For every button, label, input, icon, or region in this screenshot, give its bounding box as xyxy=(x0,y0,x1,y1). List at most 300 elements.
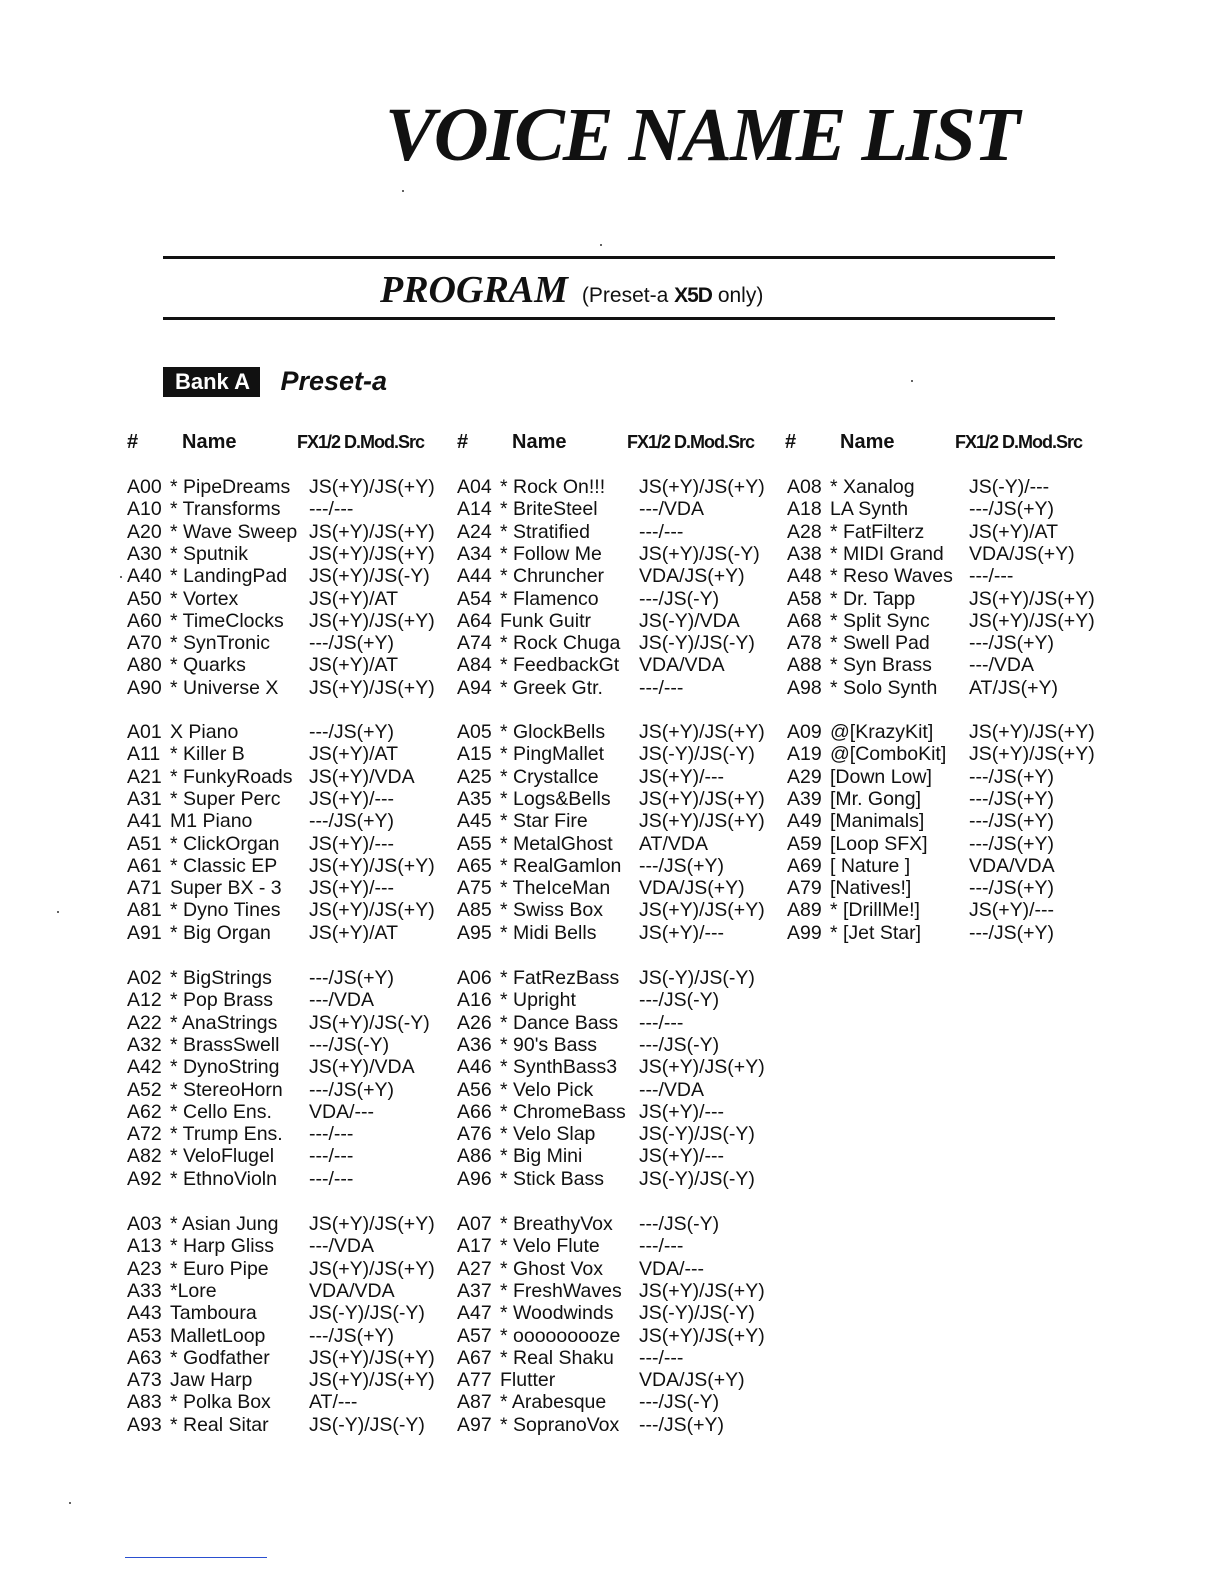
voice-number: A66 xyxy=(457,1100,492,1123)
voice-fx-modsrc: ---/JS(+Y) xyxy=(309,632,395,655)
scan-speck xyxy=(69,1502,71,1504)
voice-number: A05 xyxy=(457,721,492,743)
voice-name: M1 Piano xyxy=(170,810,253,833)
voice-number: A91 xyxy=(127,921,162,944)
voice-number: A33 xyxy=(127,1279,162,1302)
voice-fx-modsrc: ---/--- xyxy=(639,520,684,543)
voice-number: A64 xyxy=(457,609,492,632)
voice-name: [Loop SFX] xyxy=(830,832,928,855)
scan-speck xyxy=(402,190,404,192)
header-name: Name xyxy=(840,431,895,453)
voice-number: A96 xyxy=(457,1167,492,1190)
voice-fx-modsrc: JS(-Y)/JS(-Y) xyxy=(639,743,755,766)
voice-name: [Down Low] xyxy=(830,765,932,788)
voice-fx-modsrc: ---/JS(+Y) xyxy=(309,721,395,743)
voice-name: * DynoString xyxy=(170,1056,280,1079)
voice-name: * FreshWaves xyxy=(500,1279,622,1302)
voice-name: * Star Fire xyxy=(500,810,588,833)
voice-fx-modsrc: ---/--- xyxy=(639,676,684,699)
voice-number: A77 xyxy=(457,1369,492,1392)
voice-fx-modsrc: JS(+Y)/JS(+Y) xyxy=(639,899,765,922)
voice-name: * Stick Bass xyxy=(500,1167,605,1190)
voice-fx-modsrc: JS(-Y)/JS(-Y) xyxy=(639,1167,755,1190)
bank-badge: Bank A xyxy=(163,367,260,397)
voice-number: A53 xyxy=(127,1324,162,1347)
voice-fx-modsrc: JS(+Y)/AT xyxy=(309,743,399,766)
voice-name: * Midi Bells xyxy=(500,921,597,944)
voice-fx-modsrc: ---/JS(+Y) xyxy=(309,810,395,833)
voice-name: * RealGamlon xyxy=(500,854,622,877)
voice-name: * Reso Waves xyxy=(830,565,953,588)
voice-fx-modsrc: VDA/VDA xyxy=(309,1279,395,1302)
voice-number: A68 xyxy=(787,609,822,632)
voice-name: [Manimals] xyxy=(830,810,925,833)
voice-number: A81 xyxy=(127,899,162,922)
voice-name: * Greek Gtr. xyxy=(500,676,603,699)
voice-name: * Universe X xyxy=(170,676,279,699)
voice-number: A86 xyxy=(457,1145,492,1168)
voice-fx-modsrc: JS(+Y)/AT xyxy=(309,921,399,944)
voice-fx-modsrc: ---/JS(+Y) xyxy=(969,498,1055,521)
voice-name: @[KrazyKit] xyxy=(830,721,934,743)
voice-number: A94 xyxy=(457,676,492,699)
header-number: # xyxy=(457,431,469,453)
voice-number: A16 xyxy=(457,989,492,1012)
voice-fx-modsrc: ---/VDA xyxy=(309,1235,374,1258)
voice-fx-modsrc: ---/JS(+Y) xyxy=(639,1413,725,1436)
voice-number: A32 xyxy=(127,1033,162,1056)
bottom-rule xyxy=(163,317,1055,320)
top-rule xyxy=(163,256,1055,259)
voice-number: A95 xyxy=(457,921,492,944)
voice-number: A50 xyxy=(127,587,162,610)
voice-number: A30 xyxy=(127,542,162,565)
voice-fx-modsrc: JS(+Y)/JS(+Y) xyxy=(309,899,435,922)
header-number: # xyxy=(127,431,139,453)
voice-number: A13 xyxy=(127,1235,162,1258)
voice-name: * Velo Pick xyxy=(500,1078,594,1101)
voice-number: A00 xyxy=(127,476,162,498)
voice-name: Jaw Harp xyxy=(170,1369,253,1392)
voice-number: A76 xyxy=(457,1123,492,1146)
voice-fx-modsrc: JS(+Y)/JS(+Y) xyxy=(969,609,1095,632)
voice-number: A36 xyxy=(457,1033,492,1056)
voice-name: * Real Sitar xyxy=(170,1413,269,1436)
voice-fx-modsrc: JS(+Y)/JS(+Y) xyxy=(639,1056,765,1079)
voice-fx-modsrc: ---/JS(+Y) xyxy=(969,765,1055,788)
voice-number: A31 xyxy=(127,787,162,810)
voice-fx-modsrc: JS(+Y)/--- xyxy=(639,1100,725,1123)
voice-number: A82 xyxy=(127,1145,162,1168)
voice-name: * Big Organ xyxy=(170,921,271,944)
voice-name: * FatFilterz xyxy=(830,520,925,543)
voice-fx-modsrc: ---/JS(-Y) xyxy=(639,989,720,1012)
voice-number: A35 xyxy=(457,787,492,810)
scan-speck xyxy=(120,576,122,578)
voice-number: A10 xyxy=(127,498,162,521)
voice-fx-modsrc: JS(-Y)/JS(-Y) xyxy=(309,1413,425,1436)
voice-fx-modsrc: JS(+Y)/JS(-Y) xyxy=(309,1011,430,1034)
voice-fx-modsrc: VDA/JS(+Y) xyxy=(639,1369,745,1392)
voice-name: * Dance Bass xyxy=(500,1011,619,1034)
voice-number: A72 xyxy=(127,1123,162,1146)
voice-fx-modsrc: VDA/VDA xyxy=(969,854,1055,877)
voice-name: * Asian Jung xyxy=(170,1213,279,1235)
voice-name: * Super Perc xyxy=(170,787,281,810)
voice-number: A37 xyxy=(457,1279,492,1302)
voice-number: A47 xyxy=(457,1302,492,1325)
voice-name: * Wave Sweep xyxy=(170,520,298,543)
voice-fx-modsrc: JS(-Y)/JS(-Y) xyxy=(639,1123,755,1146)
voice-fx-modsrc: ---/JS(+Y) xyxy=(969,787,1055,810)
scan-speck xyxy=(57,911,59,913)
voice-number: A39 xyxy=(787,787,822,810)
voice-name: * Woodwinds xyxy=(500,1302,614,1325)
voice-name: @[ComboKit] xyxy=(830,743,947,766)
section-note-suffix: only) xyxy=(711,284,764,307)
voice-fx-modsrc: JS(+Y)/JS(+Y) xyxy=(309,1346,435,1369)
voice-name: * Rock On!!! xyxy=(500,476,606,498)
voice-name: [Mr. Gong] xyxy=(830,787,922,810)
voice-number: A63 xyxy=(127,1346,162,1369)
voice-number: A45 xyxy=(457,810,492,833)
voice-name: * Upright xyxy=(500,989,576,1012)
voice-number: A19 xyxy=(787,743,822,766)
voice-number: A18 xyxy=(787,498,822,521)
voice-name: * Velo Slap xyxy=(500,1123,596,1146)
voice-fx-modsrc: JS(-Y)/VDA xyxy=(639,609,740,632)
voice-number: A57 xyxy=(457,1324,492,1347)
voice-name: X Piano xyxy=(170,721,239,743)
voice-name: * Cello Ens. xyxy=(170,1100,272,1123)
voice-name: [ Nature ] xyxy=(830,854,911,877)
voice-number: A59 xyxy=(787,832,822,855)
voice-name: * Quarks xyxy=(170,654,246,677)
voice-name: * Arabesque xyxy=(500,1391,607,1414)
voice-fx-modsrc: ---/JS(+Y) xyxy=(969,921,1055,944)
voice-name: [Natives!] xyxy=(830,877,912,900)
voice-number: A43 xyxy=(127,1302,162,1325)
voice-name: * Crystallce xyxy=(500,765,599,788)
voice-name: * Solo Synth xyxy=(830,676,938,699)
voice-name: * StereoHorn xyxy=(170,1078,283,1101)
voice-name: *Lore xyxy=(170,1279,217,1302)
voice-number: A02 xyxy=(127,967,162,989)
voice-name: * VeloFlugel xyxy=(170,1145,275,1168)
voice-number: A06 xyxy=(457,967,492,989)
voice-fx-modsrc: JS(+Y)/JS(+Y) xyxy=(969,721,1095,743)
voice-fx-modsrc: VDA/VDA xyxy=(639,654,725,677)
voice-number: A75 xyxy=(457,877,492,900)
voice-name: * Ghost Vox xyxy=(500,1257,603,1280)
voice-fx-modsrc: ---/--- xyxy=(639,1235,684,1258)
voice-fx-modsrc: JS(+Y)/--- xyxy=(309,877,395,900)
voice-number: A17 xyxy=(457,1235,492,1258)
voice-number: A60 xyxy=(127,609,162,632)
voice-number: A21 xyxy=(127,765,162,788)
voice-number: A08 xyxy=(787,476,822,498)
voice-number: A87 xyxy=(457,1391,492,1414)
voice-fx-modsrc: JS(+Y)/JS(+Y) xyxy=(309,476,435,498)
voice-name: * MetalGhost xyxy=(500,832,613,855)
voice-number: A20 xyxy=(127,520,162,543)
voice-fx-modsrc: ---/JS(-Y) xyxy=(639,1391,720,1414)
voice-number: A58 xyxy=(787,587,822,610)
header-name: Name xyxy=(512,431,567,453)
voice-number: A78 xyxy=(787,632,822,655)
voice-name: * GlockBells xyxy=(500,721,606,743)
voice-number: A34 xyxy=(457,542,492,565)
voice-fx-modsrc: JS(+Y)/JS(+Y) xyxy=(639,810,765,833)
voice-number: A15 xyxy=(457,743,492,766)
scan-speck xyxy=(600,244,602,246)
voice-number: A90 xyxy=(127,676,162,699)
voice-name: * ooooooooze xyxy=(500,1324,621,1347)
voice-fx-modsrc: ---/VDA xyxy=(309,989,374,1012)
voice-fx-modsrc: JS(+Y)/JS(+Y) xyxy=(309,520,435,543)
voice-fx-modsrc: ---/JS(-Y) xyxy=(639,1213,720,1235)
voice-name: * Vortex xyxy=(170,587,239,610)
voice-name: * Logs&Bells xyxy=(500,787,611,810)
voice-fx-modsrc: AT/--- xyxy=(309,1391,358,1414)
voice-number: A97 xyxy=(457,1413,492,1436)
voice-fx-modsrc: JS(+Y)/JS(+Y) xyxy=(639,476,765,498)
voice-number: A24 xyxy=(457,520,492,543)
voice-name: Tamboura xyxy=(170,1302,257,1325)
voice-fx-modsrc: JS(-Y)/JS(-Y) xyxy=(639,1302,755,1325)
voice-name: MalletLoop xyxy=(170,1324,266,1347)
voice-number: A09 xyxy=(787,721,822,743)
voice-fx-modsrc: JS(+Y)/JS(+Y) xyxy=(639,1279,765,1302)
voice-number: A61 xyxy=(127,854,162,877)
voice-fx-modsrc: JS(+Y)/VDA xyxy=(309,765,415,788)
voice-fx-modsrc: JS(+Y)/AT xyxy=(969,520,1059,543)
voice-name: * PipeDreams xyxy=(170,476,291,498)
voice-number: A73 xyxy=(127,1369,162,1392)
voice-number: A70 xyxy=(127,632,162,655)
voice-name: * TimeClocks xyxy=(170,609,284,632)
voice-number: A12 xyxy=(127,989,162,1012)
voice-fx-modsrc: ---/--- xyxy=(969,565,1014,588)
voice-fx-modsrc: JS(+Y)/JS(-Y) xyxy=(309,565,430,588)
voice-fx-modsrc: VDA/JS(+Y) xyxy=(969,542,1075,565)
voice-number: A89 xyxy=(787,899,822,922)
voice-name: * Dr. Tapp xyxy=(830,587,916,610)
header-fx: FX1/2 D.Mod.Src xyxy=(955,432,1083,452)
voice-name: * Trump Ens. xyxy=(170,1123,283,1146)
voice-fx-modsrc: ---/JS(+Y) xyxy=(969,632,1055,655)
voice-name: Funk Guitr xyxy=(500,609,592,632)
voice-name: LA Synth xyxy=(830,498,909,521)
voice-number: A48 xyxy=(787,565,822,588)
voice-number: A79 xyxy=(787,877,822,900)
voice-number: A83 xyxy=(127,1391,162,1414)
voice-number: A71 xyxy=(127,877,162,900)
voice-fx-modsrc: JS(+Y)/JS(+Y) xyxy=(639,721,765,743)
header-number: # xyxy=(785,431,797,453)
voice-fx-modsrc: ---/--- xyxy=(309,1167,354,1190)
voice-fx-modsrc: JS(+Y)/JS(+Y) xyxy=(639,1324,765,1347)
voice-number: A74 xyxy=(457,632,492,655)
section-note-model: X5D xyxy=(674,284,712,307)
voice-fx-modsrc: JS(+Y)/AT xyxy=(309,654,399,677)
voice-fx-modsrc: VDA/--- xyxy=(639,1257,704,1280)
voice-fx-modsrc: VDA/--- xyxy=(309,1100,374,1123)
voice-fx-modsrc: JS(+Y)/JS(-Y) xyxy=(639,542,760,565)
voice-fx-modsrc: ---/JS(+Y) xyxy=(639,854,725,877)
voice-number: A99 xyxy=(787,921,822,944)
voice-number: A44 xyxy=(457,565,492,588)
voice-fx-modsrc: ---/JS(+Y) xyxy=(309,1078,395,1101)
voice-number: A23 xyxy=(127,1257,162,1280)
voice-fx-modsrc: ---/JS(-Y) xyxy=(639,1033,720,1056)
voice-fx-modsrc: JS(+Y)/JS(+Y) xyxy=(309,542,435,565)
voice-name: * Euro Pipe xyxy=(170,1257,269,1280)
voice-name: * Rock Chuga xyxy=(500,632,621,655)
voice-name: * Polka Box xyxy=(170,1391,271,1414)
voice-number: A85 xyxy=(457,899,492,922)
voice-name: * Swell Pad xyxy=(830,632,930,655)
voice-fx-modsrc: JS(-Y)/JS(-Y) xyxy=(639,632,755,655)
voice-fx-modsrc: JS(+Y)/--- xyxy=(309,787,395,810)
voice-fx-modsrc: JS(+Y)/--- xyxy=(309,832,395,855)
voice-name: * SynTronic xyxy=(170,632,271,655)
voice-number: A52 xyxy=(127,1078,162,1101)
voice-name: * [DrillMe!] xyxy=(830,899,920,922)
voice-number: A04 xyxy=(457,476,492,498)
voice-number: A01 xyxy=(127,721,162,743)
voice-name: * Flamenco xyxy=(500,587,599,610)
header-fx: FX1/2 D.Mod.Src xyxy=(627,432,755,452)
voice-name: * Godfather xyxy=(170,1346,270,1369)
voice-number: A51 xyxy=(127,832,162,855)
voice-number: A92 xyxy=(127,1167,162,1190)
voice-fx-modsrc: JS(-Y)/JS(-Y) xyxy=(639,967,755,989)
header-fx: FX1/2 D.Mod.Src xyxy=(297,432,425,452)
voice-name: * 90's Bass xyxy=(500,1033,597,1056)
voice-name: * Killer B xyxy=(170,743,245,766)
voice-number: A69 xyxy=(787,854,822,877)
voice-number: A25 xyxy=(457,765,492,788)
voice-name: * BigStrings xyxy=(170,967,272,989)
voice-number: A62 xyxy=(127,1100,162,1123)
voice-name: * Transforms xyxy=(170,498,281,521)
voice-name: * BreathyVox xyxy=(500,1213,613,1235)
voice-number: A11 xyxy=(127,743,161,766)
voice-name: * MIDI Grand xyxy=(830,542,944,565)
voice-number: A42 xyxy=(127,1056,162,1079)
section-note-prefix: (Preset-a xyxy=(581,284,675,307)
voice-fx-modsrc: JS(+Y)/--- xyxy=(639,765,725,788)
voice-name: * Pop Brass xyxy=(170,989,273,1012)
voice-fx-modsrc: JS(+Y)/JS(+Y) xyxy=(309,1369,435,1392)
voice-name: * ChromeBass xyxy=(500,1100,626,1123)
voice-name: * TheIceMan xyxy=(500,877,611,900)
bank-name: Preset-a xyxy=(280,366,388,396)
voice-name: * Follow Me xyxy=(500,542,602,565)
voice-name: * BrassSwell xyxy=(170,1033,280,1056)
voice-name: * Stratified xyxy=(500,520,590,543)
voice-fx-modsrc: ---/--- xyxy=(639,1011,684,1034)
voice-fx-modsrc: VDA/JS(+Y) xyxy=(639,877,745,900)
voice-fx-modsrc: JS(+Y)/JS(+Y) xyxy=(309,1213,435,1235)
voice-name: * Dyno Tines xyxy=(170,899,281,922)
voice-number: A98 xyxy=(787,676,822,699)
voice-name: * Xanalog xyxy=(830,476,915,498)
section-title: PROGRAM xyxy=(380,269,568,311)
voice-fx-modsrc: ---/JS(+Y) xyxy=(969,810,1055,833)
voice-fx-modsrc: VDA/JS(+Y) xyxy=(639,565,745,588)
voice-number: A49 xyxy=(787,810,822,833)
voice-fx-modsrc: JS(+Y)/--- xyxy=(969,899,1055,922)
voice-fx-modsrc: ---/JS(+Y) xyxy=(309,967,395,989)
voice-name: * FeedbackGt xyxy=(500,654,620,677)
voice-name: * EthnoVioln xyxy=(170,1167,277,1190)
voice-number: A67 xyxy=(457,1346,492,1369)
voice-name: Super BX - 3 xyxy=(170,877,282,900)
voice-name: * Chruncher xyxy=(500,565,605,588)
voice-name: * Split Sync xyxy=(830,609,930,632)
voice-fx-modsrc: ---/JS(+Y) xyxy=(969,832,1055,855)
voice-fx-modsrc: JS(+Y)/JS(+Y) xyxy=(309,854,435,877)
voice-number: A07 xyxy=(457,1213,492,1235)
voice-name: * [Jet Star] xyxy=(830,921,922,944)
voice-fx-modsrc: ---/--- xyxy=(309,1123,354,1146)
header-name: Name xyxy=(182,431,237,453)
voice-fx-modsrc: ---/VDA xyxy=(639,1078,704,1101)
voice-fx-modsrc: ---/--- xyxy=(309,1145,354,1168)
voice-name: * FunkyRoads xyxy=(170,765,293,788)
voice-fx-modsrc: JS(+Y)/JS(+Y) xyxy=(309,609,435,632)
voice-name: * Sputnik xyxy=(170,542,249,565)
voice-name: * FatRezBass xyxy=(500,967,620,989)
voice-number: A93 xyxy=(127,1413,162,1436)
voice-fx-modsrc: ---/JS(-Y) xyxy=(309,1033,390,1056)
section-heading xyxy=(380,265,763,315)
voice-name: * Real Shaku xyxy=(500,1346,614,1369)
voice-number: A88 xyxy=(787,654,822,677)
voice-name: * Harp Gliss xyxy=(170,1235,275,1258)
voice-fx-modsrc: JS(+Y)/VDA xyxy=(309,1056,415,1079)
scan-speck xyxy=(911,380,913,382)
voice-name: * Big Mini xyxy=(500,1145,583,1168)
voice-name: * SopranoVox xyxy=(500,1413,620,1436)
voice-fx-modsrc: JS(+Y)/JS(+Y) xyxy=(969,743,1095,766)
section-note xyxy=(582,284,763,307)
voice-name: * Swiss Box xyxy=(500,899,603,922)
voice-fx-modsrc: JS(+Y)/JS(+Y) xyxy=(309,676,435,699)
voice-number: A27 xyxy=(457,1257,492,1280)
voice-fx-modsrc: JS(-Y)/--- xyxy=(969,476,1050,498)
voice-number: A38 xyxy=(787,542,822,565)
voice-name: * AnaStrings xyxy=(170,1011,278,1034)
voice-name: * Classic EP xyxy=(170,854,278,877)
voice-number: A29 xyxy=(787,765,822,788)
voice-name: * Syn Brass xyxy=(830,654,932,677)
voice-fx-modsrc: JS(-Y)/JS(-Y) xyxy=(309,1302,425,1325)
voice-number: A55 xyxy=(457,832,492,855)
page-title: VOICE NAME LIST xyxy=(385,93,1019,177)
voice-fx-modsrc: JS(+Y)/--- xyxy=(639,1145,725,1168)
voice-fx-modsrc: ---/JS(+Y) xyxy=(309,1324,395,1347)
voice-fx-modsrc: ---/VDA xyxy=(969,654,1034,677)
voice-name: * Velo Flute xyxy=(500,1235,600,1258)
voice-name: * BriteSteel xyxy=(500,498,598,521)
voice-name: * PingMallet xyxy=(500,743,605,766)
voice-number: A46 xyxy=(457,1056,492,1079)
voice-number: A56 xyxy=(457,1078,492,1101)
voice-fx-modsrc: ---/VDA xyxy=(639,498,704,521)
